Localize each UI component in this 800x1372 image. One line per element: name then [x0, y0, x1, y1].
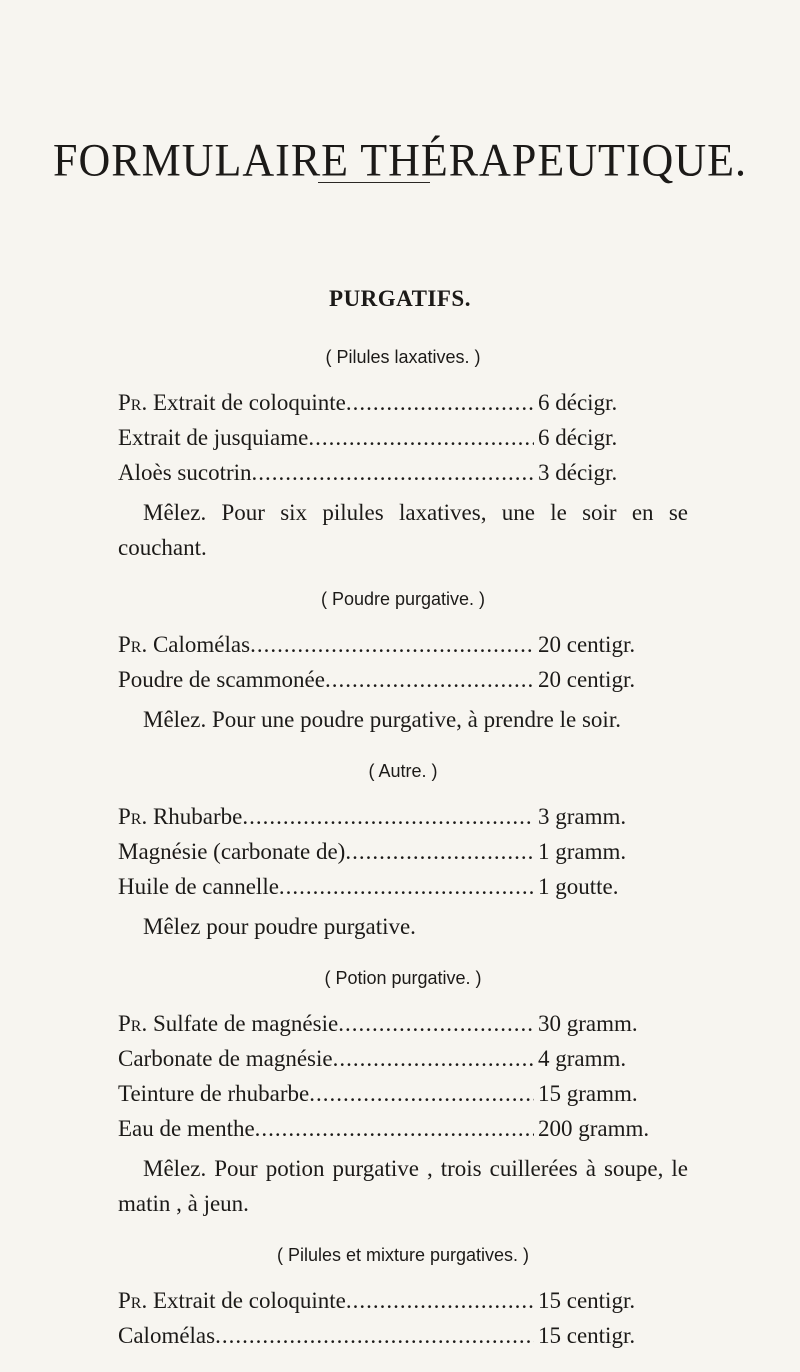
ingredient-qty: 4 gramm.: [538, 1046, 627, 1071]
prefix: Pr.: [118, 390, 148, 415]
formula-subtitle: ( Autre. ): [368, 761, 438, 781]
ingredient-qty: 3 gramm.: [538, 804, 627, 829]
formula-subtitle: ( Pilules et mixture purgatives. ): [276, 1245, 530, 1265]
formula-subtitle: ( Poudre purgative. ): [320, 589, 486, 609]
leader-dots: [346, 390, 534, 416]
ingredient-row: [118, 1116, 688, 1151]
ingredient-name: Extrait de coloquinte: [152, 1288, 346, 1313]
ingredient-qty: 6 décigr.: [538, 390, 618, 415]
formula-instructions: Mêlez. Pour six pilules laxatives, une le soir en se couchant.: [118, 500, 688, 560]
ingredient-name: Sulfate de magnésie: [152, 1011, 339, 1036]
title-rule: [318, 182, 430, 183]
ingredient-row: [118, 1081, 688, 1116]
leader-dots: [345, 839, 534, 865]
ingredient-name: Magnésie (carbonate de): [118, 839, 346, 864]
prefix: Pr.: [118, 1011, 148, 1036]
leader-dots: [333, 1046, 534, 1072]
ingredient-name: Rhubarbe: [152, 804, 243, 829]
formulas-container: [118, 348, 688, 1358]
ingredient-row: [118, 1046, 688, 1081]
formula-block: [118, 590, 688, 762]
leader-dots: [252, 460, 534, 486]
leader-dots: [215, 1323, 534, 1349]
ingredient-row: [118, 1011, 688, 1046]
ingredient-row: [118, 390, 688, 425]
ingredient-name: Poudre de scammonée: [118, 667, 325, 692]
leader-dots: [250, 632, 534, 658]
ingredient-qty: 15 gramm.: [538, 1081, 638, 1106]
ingredient-name: Extrait de coloquinte: [152, 390, 346, 415]
ingredient-name: Carbonate de magnésie: [118, 1046, 333, 1071]
ingredient-name: Aloès sucotrin: [118, 460, 252, 485]
formula-instructions: Mêlez. Pour potion purgative , trois cuillerées à soupe, le matin , à jeun.: [118, 1156, 688, 1216]
ingredient-name: Huile de cannelle: [118, 874, 279, 899]
formula-subtitle: ( Pilules laxatives. ): [325, 347, 481, 367]
ingredient-name: Teinture de rhubarbe: [118, 1081, 310, 1106]
formula-block: [118, 348, 688, 590]
leader-dots: [255, 1116, 534, 1142]
ingredient-qty: 20 centigr.: [538, 632, 636, 657]
section-title: PURGATIFS.: [329, 286, 471, 311]
ingredient-row: [118, 1288, 688, 1323]
ingredient-row: [118, 804, 688, 839]
ingredient-qty: 15 centigr.: [538, 1323, 636, 1348]
leader-dots: [279, 874, 534, 900]
ingredient-name: Calomélas: [118, 1323, 216, 1348]
ingredient-row: [118, 460, 688, 495]
ingredient-qty: 6 décigr.: [538, 425, 618, 450]
ingredient-qty: 3 décigr.: [538, 460, 618, 485]
ingredient-qty: 1 gramm.: [538, 839, 627, 864]
formula-block: [118, 1246, 688, 1358]
formula-subtitle: ( Potion purgative. ): [324, 968, 482, 988]
ingredient-row: [118, 632, 688, 667]
prefix: Pr.: [118, 632, 148, 657]
leader-dots: [346, 1288, 534, 1314]
leader-dots: [308, 425, 534, 451]
ingredient-qty: 15 centigr.: [538, 1288, 636, 1313]
ingredient-qty: 200 gramm.: [538, 1116, 650, 1141]
prefix: Pr.: [118, 804, 148, 829]
ingredient-row: [118, 425, 688, 460]
ingredient-row: [118, 1323, 688, 1358]
ingredient-name: Calomélas: [152, 632, 251, 657]
ingredient-row: [118, 667, 688, 702]
ingredient-name: Eau de menthe: [118, 1116, 255, 1141]
ingredient-qty: 1 goutte.: [538, 874, 619, 899]
running-title: FORMULAIRE THÉRAPEUTIQUE.: [53, 134, 747, 187]
leader-dots: [242, 804, 534, 830]
formula-block: [118, 969, 688, 1246]
formula-instructions: Mêlez pour poudre purgative.: [143, 914, 416, 939]
ingredient-name: Extrait de jusquiame: [118, 425, 309, 450]
ingredient-row: [118, 874, 688, 909]
ingredient-qty: 30 gramm.: [538, 1011, 638, 1036]
leader-dots: [338, 1011, 534, 1037]
leader-dots: [325, 667, 534, 693]
leader-dots: [309, 1081, 534, 1107]
formula-block: [118, 762, 688, 969]
ingredient-row: [118, 839, 688, 874]
formula-instructions: Mêlez. Pour une poudre purgative, à prendre le soir.: [143, 707, 621, 732]
ingredient-qty: 20 centigr.: [538, 667, 636, 692]
prefix: Pr.: [118, 1288, 148, 1313]
